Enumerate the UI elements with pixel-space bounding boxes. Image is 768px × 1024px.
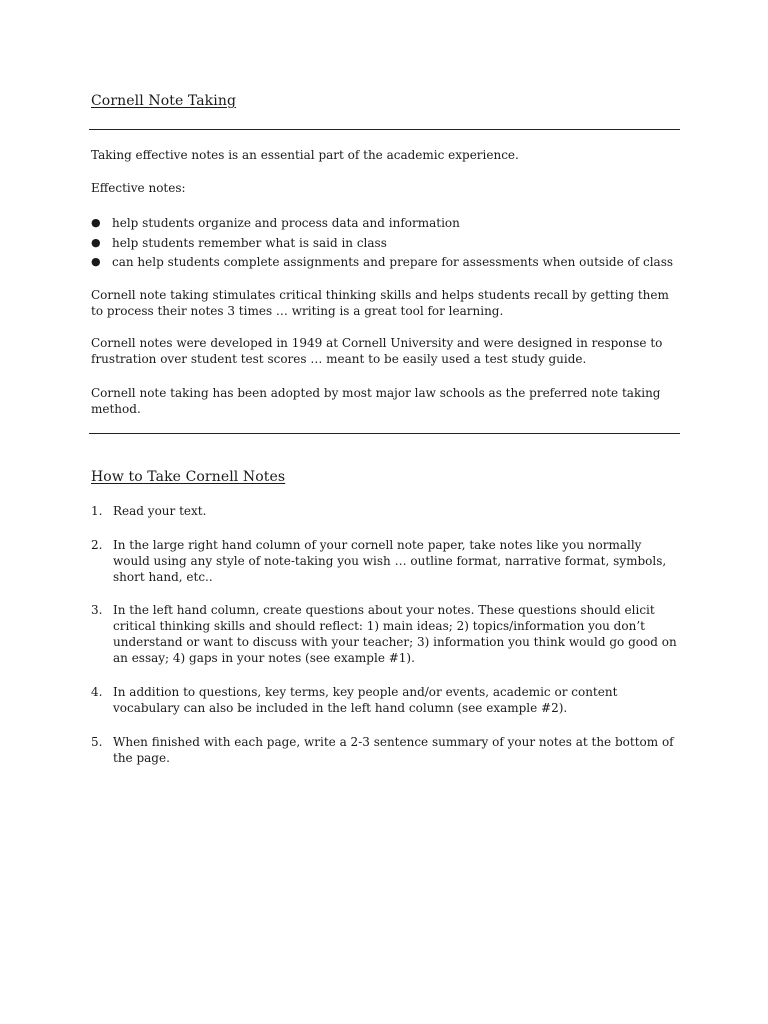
bullet-icon: ● (91, 235, 101, 249)
step-item: 5. When finished with each page, write a 2-3 sentence summary of your notes at the bottom of the page. (91, 735, 674, 765)
effective-notes-label: Effective notes: (91, 181, 186, 195)
section-title-how-to: How to Take Cornell Notes (91, 469, 286, 485)
step-item: 2. In the large right hand column of your cornell note paper, take notes like you normally would using any style of note-taking you wish … outline format, narrative format, symbols, short hand, etc.. (91, 538, 667, 584)
section-title-cornell-note-taking: Cornell Note Taking (91, 93, 237, 109)
list-item: ● help students remember what is said in class (91, 235, 387, 250)
paragraph-critical-thinking: Cornell note taking stimulates critical thinking skills and helps students recall by getting them to process their notes 3 times … writing is a great tool for learning. (91, 288, 669, 318)
list-item: ● help students organize and process data and information (91, 216, 460, 230)
intro-paragraph: Taking effective notes is an essential part of the academic experience. (91, 148, 519, 162)
bullet-icon: ● (91, 255, 101, 268)
paragraph-law-schools: Cornell note taking has been adopted by most major law schools as the preferred note taking method. (91, 386, 661, 416)
list-item: ● can help students complete assignments and prepare for assessments when outside of class (91, 255, 674, 269)
step-item: 1. Read your text. (91, 504, 207, 518)
step-item: 4. In addition to questions, key terms, key people and/or events, academic or content vocabulary can also be included in the left hand column (see example #2). (91, 685, 618, 715)
bullet-icon: ● (91, 216, 101, 229)
effective-notes-list (91, 215, 691, 274)
step-item: 3. In the left hand column, create questions about your notes. These questions should elicit critical thinking skills and should reflect: 1) main ideas; 2) topics/information you don’t understand or want to discuss with your teacher; 3) information you think would go good on an essay; 4) gaps in your notes (see example #1). (91, 603, 677, 665)
divider-bottom (89, 433, 680, 434)
paragraph-history: Cornell notes were developed in 1949 at Cornell University and were designed in response to frustration over student test scores … meant to be easily used a test study guide. (91, 336, 663, 366)
divider-top (89, 129, 680, 130)
